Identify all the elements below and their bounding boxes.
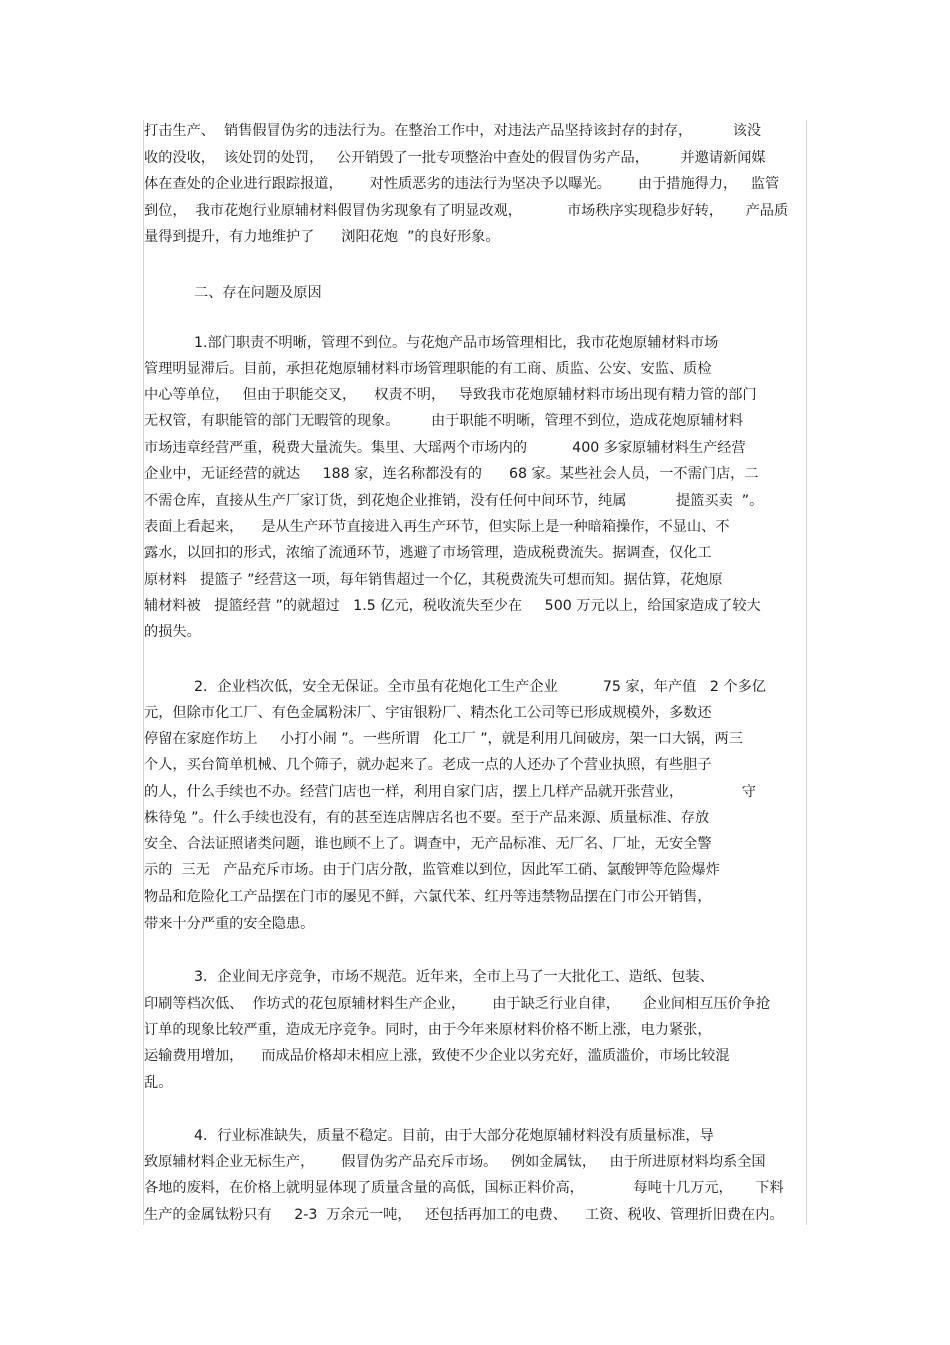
text-line: 企业中，无证经营的就达 188 家，连名称都没有的 68 家。某些社会人员，一不需门店，二: [144, 466, 759, 482]
text-line: 中心等单位， 但由于职能交叉， 权责不明， 导致我市花炮原辅材料市场出现有精力管的部门: [144, 387, 757, 403]
text-line: 收的没收， 该处罚的处罚， 公开销毁了一批专项整治中查处的假冒伪劣产品， 并邀请新闻媒: [144, 150, 766, 166]
text-line: 原材料 提篮子 ”经营这一项，每年销售超过一个亿，其税费流失可想而知。据估算，花炮原: [144, 572, 723, 588]
text-line: 露水，以回扣的形式，浓缩了流通环节，逃避了市场管理，造成税费流失。据调查，仅化工: [144, 545, 712, 561]
paragraph-2-first-line: 2．企业档次低，安全无保证。全市虽有花炮化工生产企业 75 家，年产值 2 个多亿: [194, 679, 766, 695]
text-line: 带来十分严重的安全隐患。: [144, 916, 315, 932]
text-line: 订单的现象比较严重，造成无序竞争。同时，由于今年来原材料价格不断上涨，电力紧张，: [144, 1022, 712, 1038]
right-margin-line: [806, 120, 807, 1225]
text-line: 管理明显滞后。目前，承担花炮原辅材料市场管理职能的有工商、质监、公安、安监、质检: [144, 361, 712, 377]
text-line: 表面上看起来， 是从生产环节直接进入再生产环节，但实际上是一种暗箱操作，不显山、不: [144, 519, 730, 535]
text-line: 市场违章经营严重，税费大量流失。集里、大瑶两个市场内的 400 多家原辅材料生产经营: [144, 440, 746, 456]
paragraph-1-first-line: 1.部门职责不明晰，管理不到位。与花炮产品市场管理相比，我市花炮原辅材料市场: [194, 335, 719, 351]
text-line: 印刷等档次低、 作坊式的花包原辅材料生产企业， 由于缺乏行业自律， 企业间相互压价争抢: [144, 996, 771, 1012]
text-line: 无权管，有职能管的部门无暇管的现象。 由于职能不明晰，管理不到位，造成花炮原辅材料: [144, 413, 744, 429]
text-line: 的人，什么手续也不办。经营门店也一样，利用自家门店，摆上几样产品就开张营业， 守: [144, 784, 756, 800]
text-line: 元，但除市化工厂、有色金属粉沫厂、宇宙银粉厂、精杰化工公司等已形成规模外，多数还: [144, 705, 712, 721]
paragraph-4-first-line: 4．行业标准缺失，质量不稳定。目前，由于大部分花炮原辅材料没有质量标准，导: [194, 1128, 714, 1144]
text-line: 体在查处的企业进行跟踪报道， 对性质恶劣的违法行为坚决予以曝光。 由于措施得力， 监管: [144, 176, 780, 192]
section-heading: 二、存在问题及原因: [194, 285, 322, 301]
text-line: 各地的废料，在价格上就明显体现了质量含量的高低，国标正料价高， 每吨十几万元， 下料: [144, 1180, 784, 1196]
text-line: 示的 三无 产品充斥市场。由于门店分散，监管难以到位，因此军工硝、氯酸钾等危险爆炸: [144, 862, 720, 878]
text-line: 辅材料被 提篮经营 ”的就超过 1.5 亿元，税收流失至少在 500 万元以上，给国家造成了较大: [144, 598, 761, 614]
text-line: 量得到提升，有力地维护了 浏阳花炮 ”的良好形象。: [144, 229, 500, 245]
text-line: 打击生产、 销售假冒伪劣的违法行为。在整治工作中，对违法产品坚持该封存的封存， 该没: [144, 123, 762, 139]
text-line: 个人，买台简单机械、几个筛子，就办起来了。老成一点的人还办了个营业执照，有些胆子: [144, 757, 712, 773]
text-line: 致原辅材料企业无标生产， 假冒伪劣产品充斥市场。 例如金属钛， 由于所进原材料均系全国: [144, 1154, 766, 1170]
text-line: 的损失。: [144, 624, 201, 640]
text-line: 生产的金属钛粉只有 2-3 万余元一吨， 还包括再加工的电费、 工资、税收、管理折旧费在内。: [144, 1207, 784, 1223]
text-line: 不需仓库，直接从生产厂家订货，到花炮企业推销，没有任何中间环节，纯属 提篮买卖 ”。: [144, 493, 764, 509]
text-line: 株待兔 ”。什么手续也没有，有的甚至连店牌店名也不要。至于产品来源、质量标准、存放: [144, 810, 710, 826]
paragraph-3-first-line: 3．企业间无序竞争，市场不规范。近年来，全市上马了一大批化工、造纸、包装、: [194, 969, 714, 985]
text-line: 乱。: [144, 1075, 173, 1091]
text-line: 停留在家庭作坊上 小打小闹 ”。一些所谓 化工厂 ”，就是利用几间破房，架一口大锅，两三: [144, 731, 743, 747]
text-line: 物品和危险化工产品摆在门市的屡见不鲜，六氯代苯、红丹等违禁物品摆在门市公开销售，: [144, 889, 712, 905]
text-line: 运输费用增加， 而成品价格却未相应上涨，致使不少企业以劣充好，滥质滥价，市场比较混: [144, 1048, 730, 1064]
text-line: 到位， 我市花炮行业原辅材料假冒伪劣现象有了明显改观， 市场秩序实现稳步好转， 产品质: [144, 203, 789, 219]
text-line: 安全、合法证照诸类问题，谁也顾不上了。调查中，无产品标准、无厂名、厂址，无安全警: [144, 836, 712, 852]
